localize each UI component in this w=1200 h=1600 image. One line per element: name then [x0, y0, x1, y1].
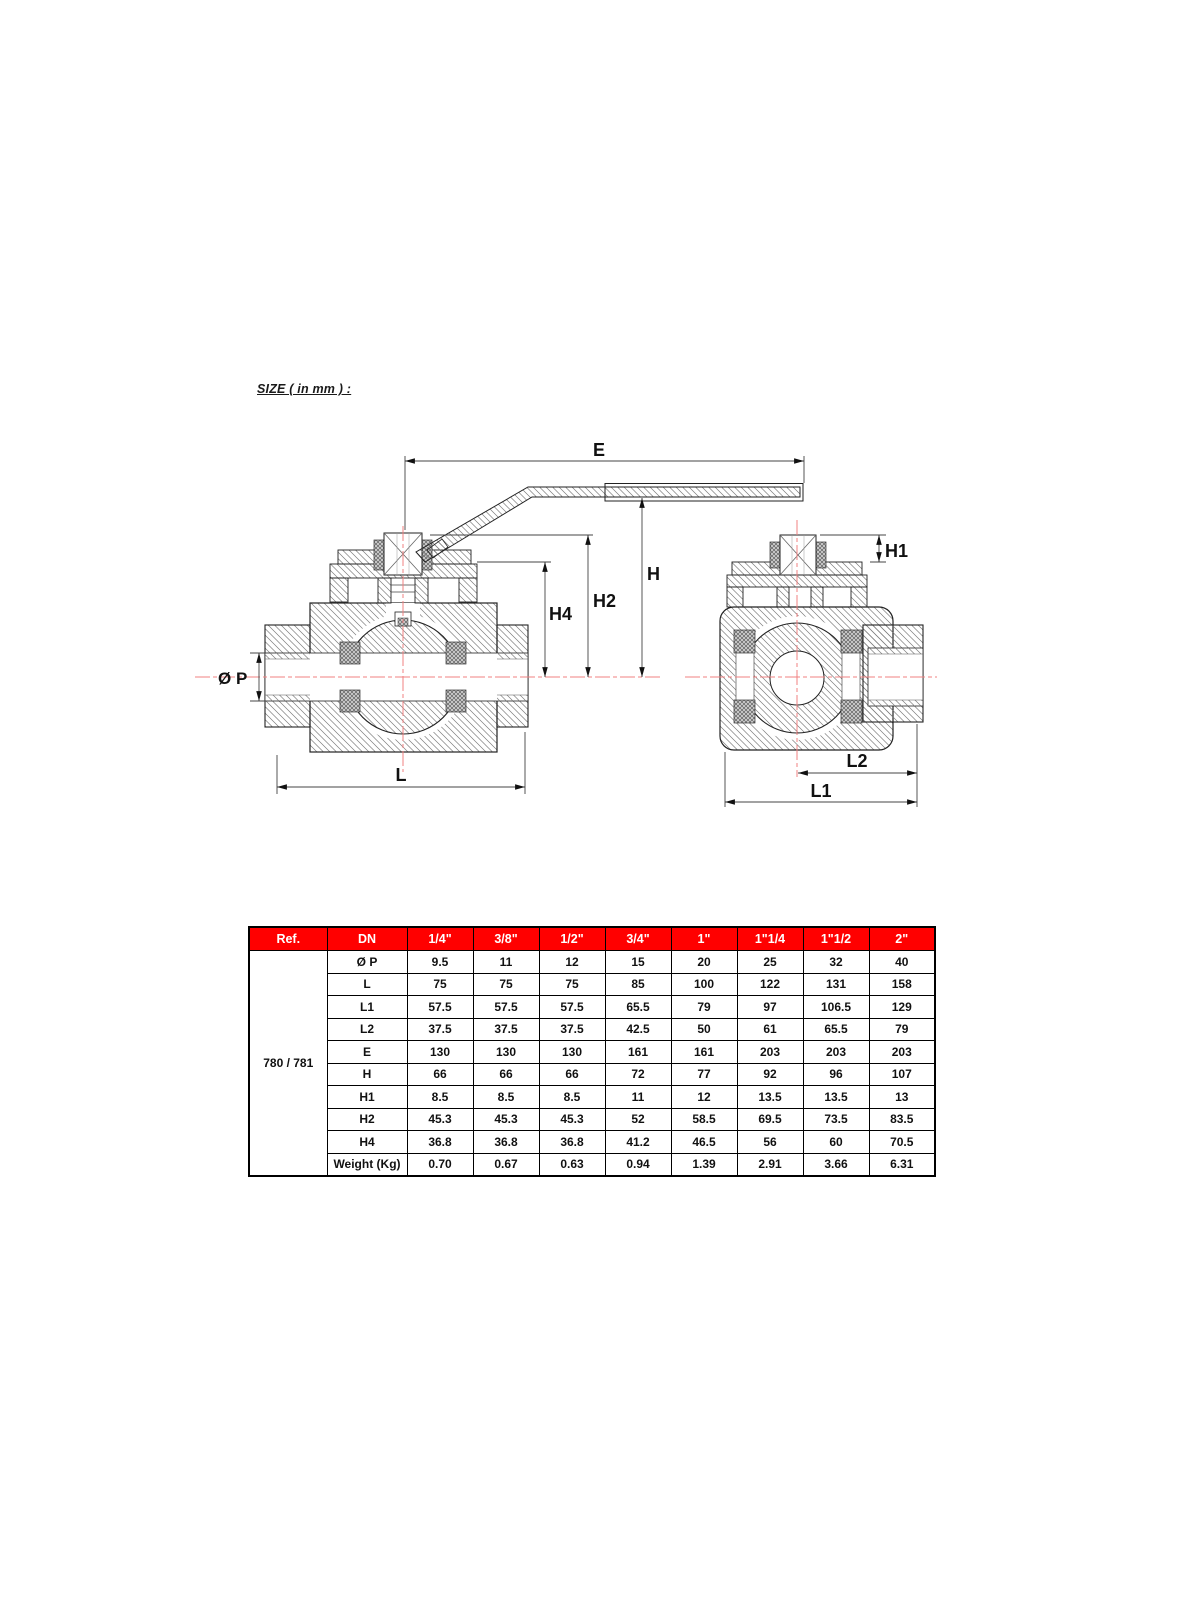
value-cell: 130 [473, 1041, 539, 1064]
value-cell: 161 [671, 1041, 737, 1064]
value-cell: 79 [671, 996, 737, 1019]
column-header: 3/4" [605, 927, 671, 951]
value-cell: 161 [605, 1041, 671, 1064]
row-label-cell: H4 [327, 1131, 407, 1154]
value-cell: 0.67 [473, 1153, 539, 1176]
value-cell: 75 [407, 973, 473, 996]
value-cell: 72 [605, 1063, 671, 1086]
value-cell: 37.5 [407, 1018, 473, 1041]
seat [446, 690, 466, 712]
table-row [249, 1086, 935, 1109]
value-cell: 42.5 [605, 1018, 671, 1041]
value-cell: 50 [671, 1018, 737, 1041]
value-cell: 41.2 [605, 1131, 671, 1154]
column-header: 1"1/4 [737, 927, 803, 951]
table-header-row [249, 927, 935, 951]
row-label-cell: Ø P [327, 951, 407, 974]
table-row [249, 1153, 935, 1176]
dimension-table [248, 926, 936, 1177]
value-cell: 36.8 [539, 1131, 605, 1154]
value-cell: 75 [473, 973, 539, 996]
value-cell: 131 [803, 973, 869, 996]
dim-label-l: L [395, 765, 407, 785]
value-cell: 56 [737, 1131, 803, 1154]
value-cell: 8.5 [539, 1086, 605, 1109]
seat [734, 630, 755, 653]
value-cell: 130 [407, 1041, 473, 1064]
table-row [249, 1018, 935, 1041]
seat [734, 700, 755, 723]
dim-label-dia-p: Ø P [218, 669, 248, 688]
value-cell: 85 [605, 973, 671, 996]
value-cell: 20 [671, 951, 737, 974]
row-label-cell: H1 [327, 1086, 407, 1109]
row-label-cell: L2 [327, 1018, 407, 1041]
value-cell: 203 [803, 1041, 869, 1064]
value-cell: 37.5 [539, 1018, 605, 1041]
table-row [249, 1063, 935, 1086]
value-cell: 60 [803, 1131, 869, 1154]
value-cell: 45.3 [539, 1108, 605, 1131]
value-cell: 203 [869, 1041, 935, 1064]
value-cell: 61 [737, 1018, 803, 1041]
column-header: Ref. [249, 927, 327, 951]
table-body [249, 951, 935, 1177]
value-cell: 66 [473, 1063, 539, 1086]
value-cell: 1.39 [671, 1153, 737, 1176]
value-cell: 73.5 [803, 1108, 869, 1131]
column-header: 1/2" [539, 927, 605, 951]
dim-label-e: E [592, 440, 606, 460]
dim-label-l2: L2 [846, 751, 868, 771]
table-row [249, 1131, 935, 1154]
value-cell: 70.5 [869, 1131, 935, 1154]
row-label-cell: Weight (Kg) [327, 1153, 407, 1176]
value-cell: 77 [671, 1063, 737, 1086]
dim-label-l1: L1 [810, 781, 832, 801]
value-cell: 25 [737, 951, 803, 974]
value-cell: 58.5 [671, 1108, 737, 1131]
value-cell: 0.94 [605, 1153, 671, 1176]
column-header: 1"1/2 [803, 927, 869, 951]
value-cell: 69.5 [737, 1108, 803, 1131]
value-cell: 6.31 [869, 1153, 935, 1176]
value-cell: 97 [737, 996, 803, 1019]
value-cell: 66 [407, 1063, 473, 1086]
value-cell: 40 [869, 951, 935, 974]
value-cell: 106.5 [803, 996, 869, 1019]
value-cell: 57.5 [407, 996, 473, 1019]
row-label-cell: L [327, 973, 407, 996]
value-cell: 79 [869, 1018, 935, 1041]
value-cell: 12 [671, 1086, 737, 1109]
value-cell: 36.8 [407, 1131, 473, 1154]
table-row [249, 1041, 935, 1064]
row-label-cell: H [327, 1063, 407, 1086]
row-label-cell: H2 [327, 1108, 407, 1131]
value-cell: 122 [737, 973, 803, 996]
row-label-cell: L1 [327, 996, 407, 1019]
dim-label-h4: H4 [549, 604, 573, 624]
value-cell: 15 [605, 951, 671, 974]
column-header: DN [327, 927, 407, 951]
value-cell: 83.5 [869, 1108, 935, 1131]
size-section-title: SIZE ( in mm ) : [257, 382, 352, 396]
value-cell: 45.3 [473, 1108, 539, 1131]
value-cell: 0.70 [407, 1153, 473, 1176]
side-view [720, 535, 923, 750]
table-row [249, 996, 935, 1019]
value-cell: 37.5 [473, 1018, 539, 1041]
table-row [249, 951, 935, 974]
table-row [249, 1108, 935, 1131]
value-cell: 57.5 [539, 996, 605, 1019]
value-cell: 57.5 [473, 996, 539, 1019]
row-label-cell: E [327, 1041, 407, 1064]
value-cell: 13.5 [737, 1086, 803, 1109]
seat [446, 642, 466, 664]
value-cell: 3.66 [803, 1153, 869, 1176]
value-cell: 46.5 [671, 1131, 737, 1154]
column-header: 1/4" [407, 927, 473, 951]
value-cell: 8.5 [473, 1086, 539, 1109]
value-cell: 8.5 [407, 1086, 473, 1109]
value-cell: 36.8 [473, 1131, 539, 1154]
value-cell: 65.5 [803, 1018, 869, 1041]
value-cell: 92 [737, 1063, 803, 1086]
value-cell: 13 [869, 1086, 935, 1109]
valve-handle [416, 484, 803, 563]
column-header: 2" [869, 927, 935, 951]
value-cell: 130 [539, 1041, 605, 1064]
value-cell: 45.3 [407, 1108, 473, 1131]
seat [841, 700, 862, 723]
value-cell: 96 [803, 1063, 869, 1086]
dim-label-h: H [647, 564, 660, 584]
dim-label-h2: H2 [593, 591, 617, 611]
value-cell: 2.91 [737, 1153, 803, 1176]
value-cell: 107 [869, 1063, 935, 1086]
value-cell: 12 [539, 951, 605, 974]
value-cell: 32 [803, 951, 869, 974]
value-cell: 11 [473, 951, 539, 974]
value-cell: 9.5 [407, 951, 473, 974]
table-row [249, 973, 935, 996]
value-cell: 65.5 [605, 996, 671, 1019]
ref-cell: 780 / 781 [249, 951, 327, 1177]
column-header: 1" [671, 927, 737, 951]
seat [841, 630, 862, 653]
value-cell: 11 [605, 1086, 671, 1109]
value-cell: 52 [605, 1108, 671, 1131]
dim-label-h1: H1 [885, 541, 909, 561]
value-cell: 13.5 [803, 1086, 869, 1109]
value-cell: 66 [539, 1063, 605, 1086]
seat [340, 642, 360, 664]
value-cell: 100 [671, 973, 737, 996]
value-cell: 75 [539, 973, 605, 996]
seat [340, 690, 360, 712]
value-cell: 0.63 [539, 1153, 605, 1176]
value-cell: 129 [869, 996, 935, 1019]
value-cell: 203 [737, 1041, 803, 1064]
value-cell: 158 [869, 973, 935, 996]
column-header: 3/8" [473, 927, 539, 951]
valve-technical-drawing [180, 420, 980, 820]
